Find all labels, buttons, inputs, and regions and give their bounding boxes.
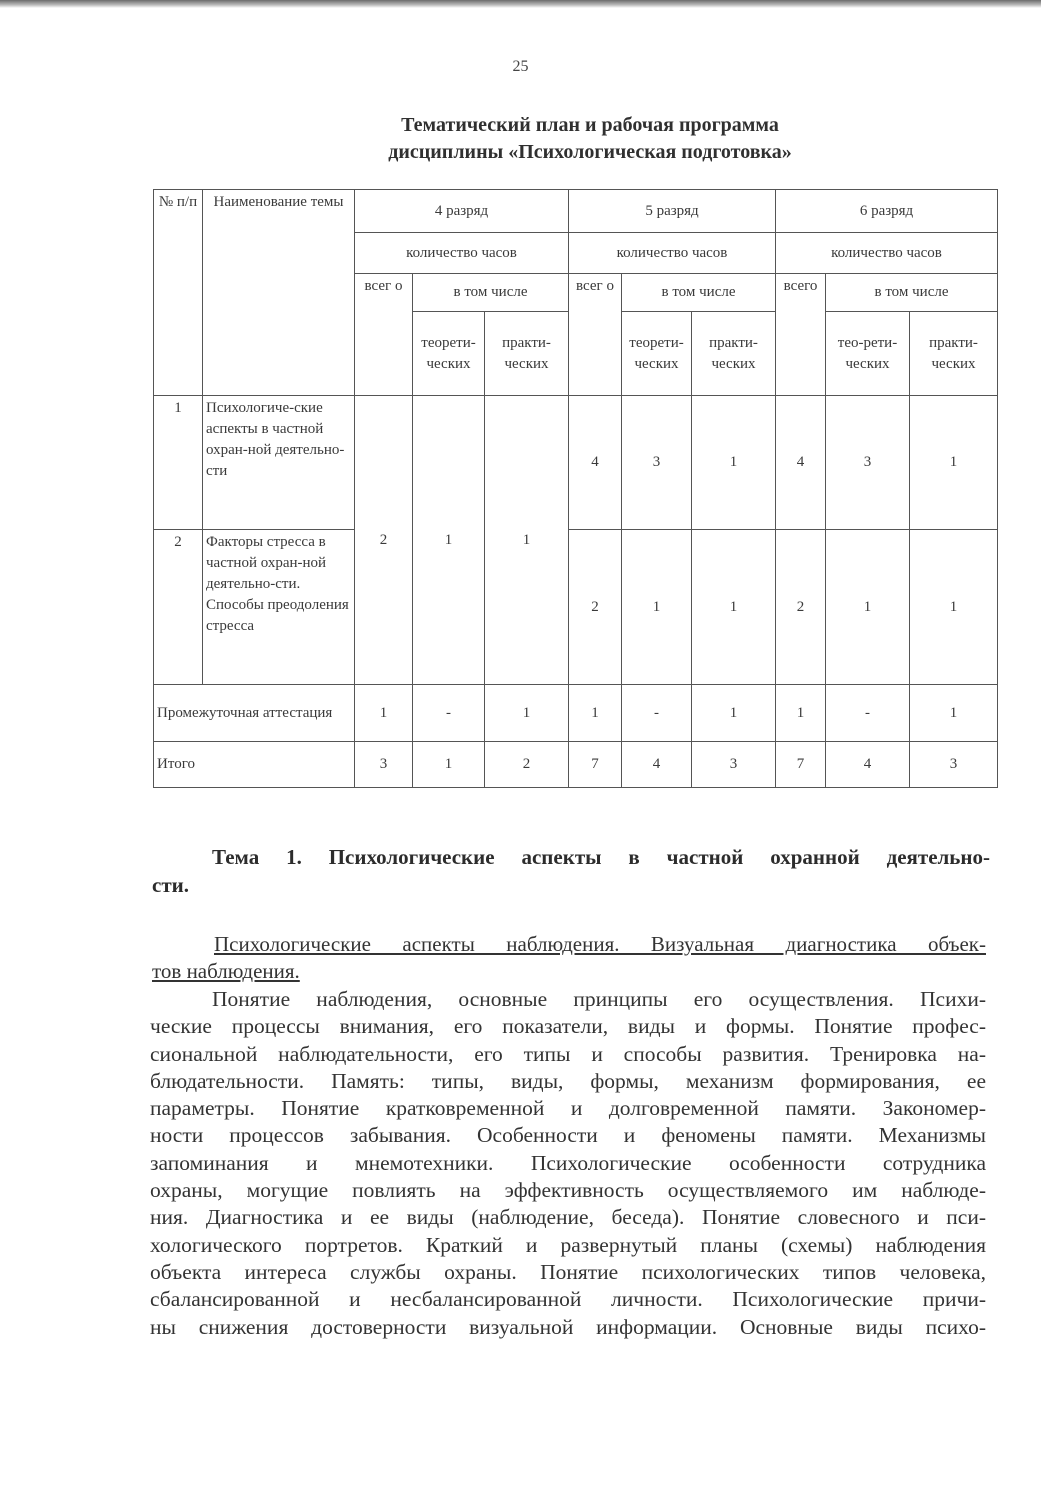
total-val: 3 <box>692 742 776 788</box>
interim-val: 1 <box>569 685 622 742</box>
header-total-5: всег о <box>569 274 622 396</box>
header-practice-6: практи-ческих <box>910 312 998 396</box>
row1-name: Психологиче-ские аспекты в частной охран-ной деятельно-сти <box>203 396 355 530</box>
subheading-line-1: Психологические аспекты наблюдения. Визуальная диагностика объек- <box>214 932 986 956</box>
body-line: ческие процессы внимания, его показатели, виды и формы. Понятие профес- <box>150 1014 986 1039</box>
total-val: 1 <box>413 742 485 788</box>
body-line: ны снижения достоверности визуальной информации. Основные виды психо- <box>150 1314 986 1339</box>
g4-total: 2 <box>355 396 413 685</box>
header-num: № п/п <box>154 190 203 396</box>
total-val: 3 <box>355 742 413 788</box>
row2-name: Факторы стресса в частной охран-ной деятельно-сти. Способы преодоления стресса <box>203 530 355 685</box>
total-val: 4 <box>826 742 910 788</box>
g4-theory: 1 <box>413 396 485 685</box>
body-line: хологического портретов. Краткий и развернутый планы (схемы) наблюдения <box>150 1232 986 1257</box>
total-val: 2 <box>485 742 569 788</box>
row1-g5-practice: 1 <box>692 396 776 530</box>
body-line: параметры. Понятие кратковременной и долговременной памяти. Закономер- <box>150 1096 986 1121</box>
title-line-2: дисциплины «Психологическая подготовка» <box>388 141 792 163</box>
row2-num: 2 <box>154 530 203 685</box>
interim-val: 1 <box>692 685 776 742</box>
header-total-6: всего <box>776 274 826 396</box>
header-theory-5: теорети-ческих <box>622 312 692 396</box>
header-theory-4: теорети-ческих <box>413 312 485 396</box>
row2-g5-practice: 1 <box>692 530 776 685</box>
row2-g6-practice: 1 <box>910 530 998 685</box>
header-practice-4: практи-ческих <box>485 312 569 396</box>
table-row <box>154 396 998 530</box>
header-incl-6: в том числе <box>826 274 998 312</box>
body-line: запоминания и мнемотехники. Психологические особенности сотрудника <box>150 1150 986 1175</box>
subheading <box>152 931 986 985</box>
table-row <box>154 685 998 742</box>
body-line: Понятие наблюдения, основные принципы его осуществления. Психи- <box>212 987 986 1011</box>
table-row <box>154 742 998 788</box>
subheading-line-2: тов наблюдения. <box>152 959 300 983</box>
interim-val: - <box>622 685 692 742</box>
title-line-1: Тематический план и рабочая программа <box>401 114 779 136</box>
row1-g6-theory: 3 <box>826 396 910 530</box>
section-heading-line-1: Тема 1. Психологические аспекты в частной охранной деятельно- <box>212 845 990 869</box>
interim-val: 1 <box>355 685 413 742</box>
body-line: сиональной наблюдательности, его типы и способы развития. Тренировка на- <box>150 1041 986 1066</box>
body-line: сбалансированной и несбалансированной личности. Психологические причи- <box>150 1287 986 1312</box>
scan-edge <box>0 0 1041 8</box>
body-line: охраны, могущие повлиять на эффективность осуществляемого им наблюде- <box>150 1178 986 1203</box>
row2-g6-theory: 1 <box>826 530 910 685</box>
row2-g6-total: 2 <box>776 530 826 685</box>
total-label: Итого <box>154 742 355 788</box>
table-row <box>154 530 998 685</box>
total-val: 7 <box>569 742 622 788</box>
row1-g6-total: 4 <box>776 396 826 530</box>
body-line: объекта интереса службы охраны. Понятие психологических типов человека, <box>150 1259 986 1284</box>
interim-val: - <box>826 685 910 742</box>
header-incl-4: в том числе <box>413 274 569 312</box>
header-grade-5: 5 разряд <box>569 190 776 233</box>
interim-val: 1 <box>910 685 998 742</box>
header-grade-4: 4 разряд <box>355 190 569 233</box>
total-val: 4 <box>622 742 692 788</box>
body-paragraph <box>150 986 986 1341</box>
row1-g6-practice: 1 <box>910 396 998 530</box>
total-val: 7 <box>776 742 826 788</box>
row2-g5-total: 2 <box>569 530 622 685</box>
header-practice-5: практи-ческих <box>692 312 776 396</box>
document-title <box>0 112 1041 166</box>
thematic-plan-table <box>153 189 998 788</box>
header-hours-6: количество часов <box>776 233 998 274</box>
row1-num: 1 <box>154 396 203 530</box>
total-val: 3 <box>910 742 998 788</box>
row1-g5-theory: 3 <box>622 396 692 530</box>
body-line: ния. Диагностика и ее виды (наблюдение, беседа). Понятие словесного и пси- <box>150 1205 986 1230</box>
section-heading-line-2: сти. <box>152 873 189 897</box>
section-heading <box>152 843 990 899</box>
body-line: блюдательности. Память: типы, виды, формы, механизм формирования, ее <box>150 1068 986 1093</box>
row2-g5-theory: 1 <box>622 530 692 685</box>
page-number: 25 <box>512 58 529 75</box>
header-hours-5: количество часов <box>569 233 776 274</box>
interim-val: 1 <box>776 685 826 742</box>
body-line: ности процессов забывания. Особенности и феномены памяти. Механизмы <box>150 1123 986 1148</box>
header-theory-6: тео-рети-ческих <box>826 312 910 396</box>
header-name: Наименование темы <box>203 190 355 396</box>
header-incl-5: в том числе <box>622 274 776 312</box>
g4-practice: 1 <box>485 396 569 685</box>
interim-val: - <box>413 685 485 742</box>
header-hours-4: количество часов <box>355 233 569 274</box>
header-grade-6: 6 разряд <box>776 190 998 233</box>
header-total-4: всег о <box>355 274 413 396</box>
row1-g5-total: 4 <box>569 396 622 530</box>
interim-label: Промежуточная аттестация <box>154 685 355 742</box>
interim-val: 1 <box>485 685 569 742</box>
